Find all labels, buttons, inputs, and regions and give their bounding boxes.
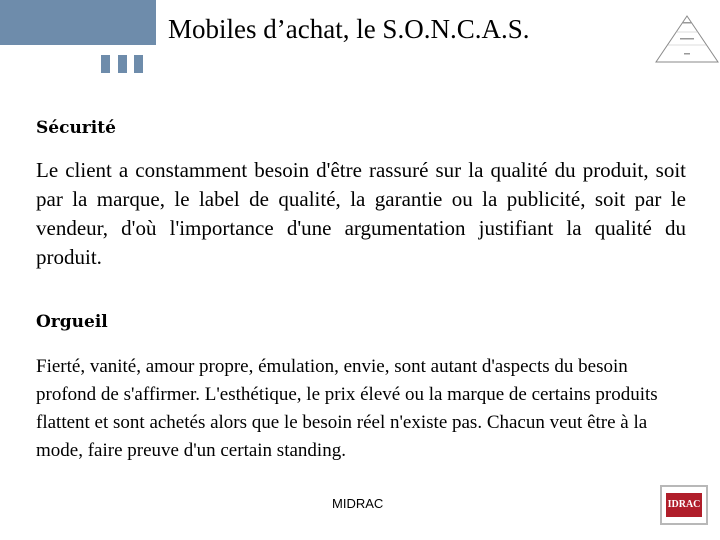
logo-label: IDRAC xyxy=(666,493,702,517)
pyramid-icon xyxy=(654,14,720,64)
header-accent-tab xyxy=(134,55,143,73)
footer-text: MIDRAC xyxy=(332,496,384,511)
header-accent-block xyxy=(0,0,156,45)
section-heading-securite: Sécurité xyxy=(36,118,116,138)
header-accent-tab xyxy=(101,55,110,73)
section-text-securite: Le client a constamment besoin d'être rassuré sur la qualité du produit, soit par la marque, le label de qualité, la garantie ou la publicité, soit par le vendeur, d'où l'importance d'une argumentation justifiant la qualité du produit. xyxy=(36,158,686,269)
slide-title: Mobiles d’achat, le S.O.N.C.A.S. xyxy=(168,14,530,44)
section-heading-orgueil: Orgueil xyxy=(36,312,108,332)
section-text-orgueil: Fierté, vanité, amour propre, émulation, envie, sont autant d'aspects du besoin profond de s'affirmer. L'esthétique, le prix élevé ou la marque de certains produits flattent et sont achetés alors que le besoin réel n'existe pas. Chacun veut être à la mode, faire preuve d'un certain standing. xyxy=(36,356,658,461)
idrac-logo xyxy=(660,485,708,525)
header-accent-tab xyxy=(118,55,127,73)
